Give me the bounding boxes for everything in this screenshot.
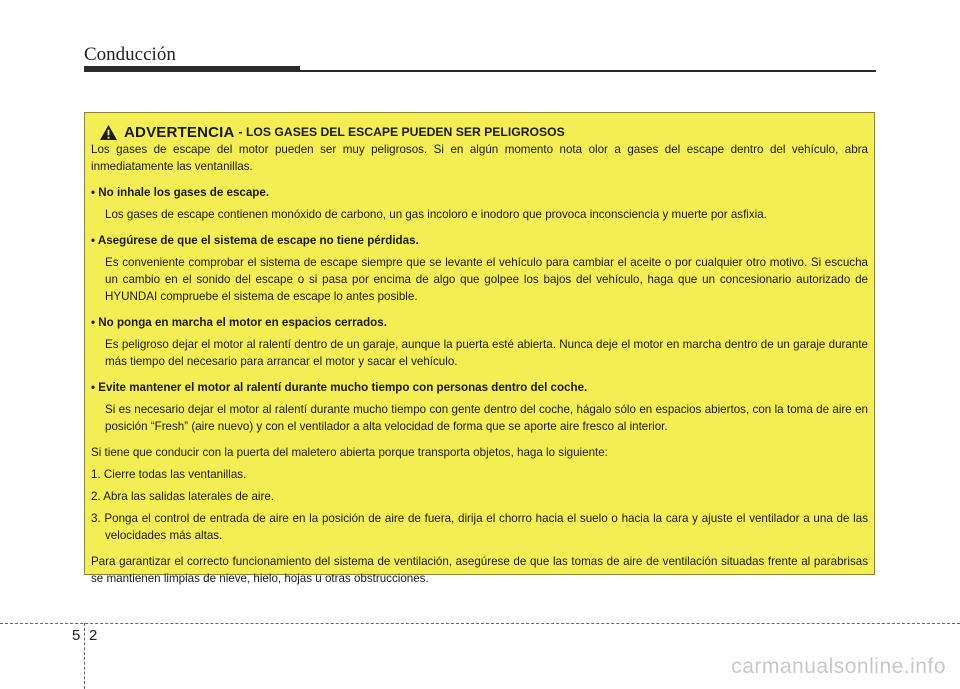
watermark: carmanualsonline.info	[731, 655, 946, 678]
bullet-text: Si es necesario dejar el motor al ralentí durante mucho tiempo con gente dentro del coche, hágalo sólo en espacios abiertos, con la toma de aire en posición “Fresh” (aire nuevo) y con el ventilador a alta velocidad de forma que se aporte aire fresco al interior.	[105, 403, 868, 433]
trunk-intro: Si tiene que conducir con la puerta del maletero abierta porque transporta objetos, haga lo siguiente:	[91, 446, 608, 459]
section-number: 5	[72, 627, 81, 644]
warning-intro: Los gases de escape del motor pueden ser muy peligrosos. Si en algún momento nota olor a gases del escape dentro del vehículo, abra inmediatamente las ventanillas.	[91, 143, 868, 173]
bullet-title: • Asegúrese de que el sistema de escape no tiene pérdidas.	[91, 234, 419, 247]
step-item: 2. Abra las salidas laterales de aire.	[91, 490, 275, 503]
bullet-title: • Evite mantener el motor al ralentí durante mucho tiempo con personas dentro del coche.	[91, 381, 588, 394]
warning-header	[99, 123, 868, 141]
bullet-title: • No inhale los gases de escape.	[91, 186, 270, 199]
page-number: 2	[89, 627, 98, 644]
bullet-text: Los gases de escape contienen monóxido de carbono, un gas incoloro e inodoro que provoca inconsciencia y muerte por asfixia.	[105, 208, 767, 221]
section-title: Conducción	[84, 44, 176, 65]
warning-triangle-icon	[99, 124, 118, 141]
closing-paragraph: Para garantizar el correcto funcionamiento del sistema de ventilación, asegúrese de que las tomas de aire de ventilación situadas frente al parabrisas se mantienen limpias de nieve, hielo, hojas u otras obstrucciones.	[91, 555, 868, 585]
warning-subtitle: - LOS GASES DEL ESCAPE PUEDEN SER PELIGROSOS	[238, 124, 565, 139]
step-item: 3. Ponga el control de entrada de aire en la posición de aire de fuera, dirija el chorro hacia el suelo o hacia la cara y ajuste el ventilador a una de las velocidades más altas.	[91, 512, 868, 542]
bullet-text: Es conveniente comprobar el sistema de escape siempre que se levante el vehículo para cambiar el aceite o por cualquier otro motivo. Si escucha un cambio en el sonido del escape o si pasa por encima de algo que golpee los bajos del vehículo, haga que un concesionario autorizado de HYUNDAI compruebe el sistema de escape lo antes posible.	[105, 256, 868, 303]
warning-title: ADVERTENCIA	[124, 123, 235, 141]
footer-rule	[0, 623, 960, 624]
bullet-title: • No ponga en marcha el motor en espacios cerrados.	[91, 316, 387, 329]
bullet-text: Es peligroso dejar el motor al ralentí dentro de un garaje, aunque la puerta esté abierta. Nunca deje el motor en marcha dentro de un garaje durante más tiempo del necesario para arrancar el motor y sacar el vehículo.	[105, 338, 868, 368]
warning-box	[84, 112, 875, 585]
step-item: 1. Cierre todas las ventanillas.	[91, 468, 247, 481]
footer-divider	[84, 623, 85, 689]
header-rule-thin	[300, 70, 876, 72]
header-rule-thick	[84, 66, 300, 72]
